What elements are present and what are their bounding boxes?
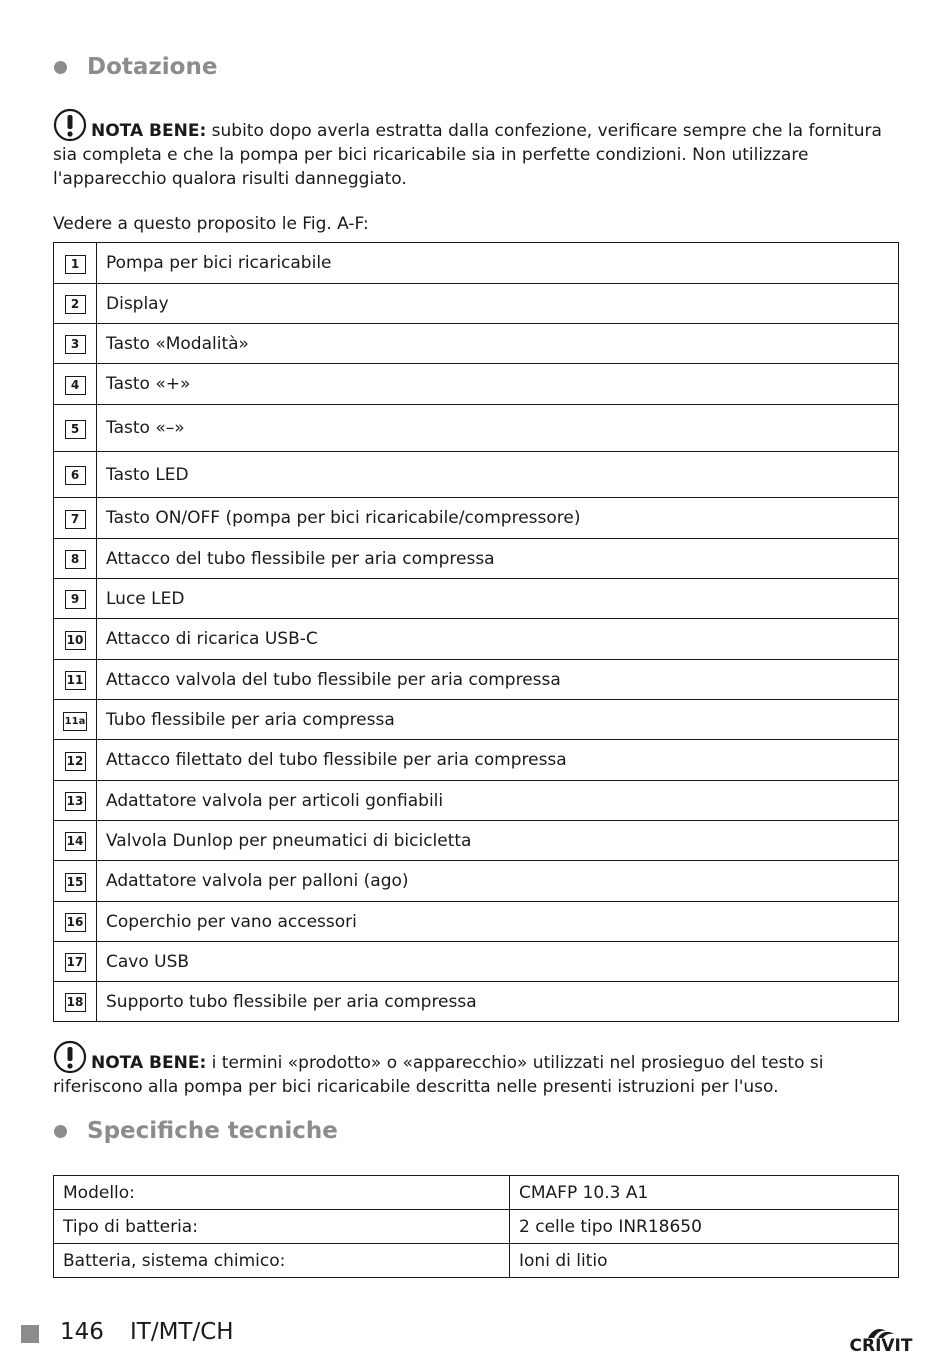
part-number: 10 [65, 631, 86, 650]
part-label: Pompa per bici ricaricabile [97, 243, 899, 284]
table-row [54, 781, 899, 821]
part-number-cell [54, 324, 97, 364]
part-label: Attacco valvola del tubo flessibile per aria compressa [97, 660, 899, 700]
part-number: 3 [65, 335, 86, 354]
part-number: 1 [65, 255, 86, 274]
part-number-cell [54, 982, 97, 1022]
table-row [54, 405, 899, 452]
table-row [54, 982, 899, 1022]
note-unpack [53, 108, 898, 191]
table-row [54, 619, 899, 660]
part-number-cell [54, 405, 97, 452]
table-row [54, 902, 899, 942]
part-number: 2 [65, 295, 86, 314]
attention-icon [53, 108, 87, 142]
bullet-icon [54, 1125, 67, 1138]
bullet-icon [54, 61, 67, 74]
part-number: 14 [65, 832, 86, 851]
table-row [54, 942, 899, 982]
part-number: 13 [65, 792, 86, 811]
attention-icon [53, 1040, 87, 1074]
part-label: Tasto «+» [97, 364, 899, 405]
section-heading-specifiche [54, 1118, 338, 1144]
part-label: Cavo USB [97, 942, 899, 982]
part-number: 5 [65, 420, 86, 439]
part-number-cell [54, 498, 97, 539]
table-row [54, 1244, 899, 1278]
part-label: Attacco filettato del tubo flessibile per aria compressa [97, 740, 899, 781]
spec-key: Modello: [54, 1176, 510, 1210]
part-label: Adattatore valvola per articoli gonfiabili [97, 781, 899, 821]
section-heading-text: Dotazione [87, 54, 218, 80]
part-label: Supporto tubo flessibile per aria compressa [97, 982, 899, 1022]
note-label: NOTA BENE: [91, 121, 207, 141]
part-number-cell [54, 579, 97, 619]
part-label: Luce LED [97, 579, 899, 619]
part-number-cell [54, 452, 97, 498]
part-number: 8 [65, 550, 86, 569]
brand-name: CRIVIT [849, 1336, 913, 1356]
part-number-cell [54, 539, 97, 579]
table-row [54, 243, 899, 284]
part-number-cell [54, 781, 97, 821]
table-row [54, 324, 899, 364]
table-row [54, 660, 899, 700]
part-number-cell [54, 243, 97, 284]
part-label: Attacco di ricarica USB-C [97, 619, 899, 660]
footer-square-icon [21, 1325, 39, 1343]
part-number: 17 [65, 953, 86, 972]
spec-value: CMAFP 10.3 A1 [510, 1176, 899, 1210]
part-number: 18 [65, 993, 86, 1012]
part-number: 4 [65, 376, 86, 395]
part-label: Tasto «Modalità» [97, 324, 899, 364]
spec-value: 2 celle tipo INR18650 [510, 1210, 899, 1244]
specs-table [53, 1175, 899, 1278]
part-label: Attacco del tubo flessibile per aria compressa [97, 539, 899, 579]
table-row [54, 284, 899, 324]
part-number-cell [54, 821, 97, 861]
page-number: 146 [60, 1319, 104, 1345]
note-terms [53, 1040, 898, 1099]
part-label: Adattatore valvola per palloni (ago) [97, 861, 899, 902]
figures-intro: Vedere a questo proposito le Fig. A-F: [53, 214, 369, 234]
part-label: Tasto ON/OFF (pompa per bici ricaricabile/compressore) [97, 498, 899, 539]
part-number: 6 [65, 466, 86, 485]
part-label: Display [97, 284, 899, 324]
table-row [54, 700, 899, 740]
part-number: 9 [65, 590, 86, 609]
table-row [54, 740, 899, 781]
part-number-cell [54, 284, 97, 324]
parts-table [53, 242, 899, 1022]
part-label: Tasto LED [97, 452, 899, 498]
note-text: i termini «prodotto» o «apparecchio» utilizzati nel prosieguo del testo si riferiscono alla pompa per bici ricaricabile descritta nelle presenti istruzioni per l'uso. [53, 1053, 824, 1097]
part-number-cell [54, 619, 97, 660]
part-number: 15 [65, 873, 86, 892]
spec-value: Ioni di litio [510, 1244, 899, 1278]
part-number-cell [54, 942, 97, 982]
part-number-cell [54, 740, 97, 781]
part-label: Valvola Dunlop per pneumatici di bicicletta [97, 821, 899, 861]
part-number: 11a [63, 712, 88, 731]
part-number-cell [54, 660, 97, 700]
part-number: 12 [65, 752, 86, 771]
table-row [54, 1176, 899, 1210]
brand-logo [846, 1327, 916, 1356]
part-number: 11 [65, 671, 86, 690]
part-number-cell [54, 861, 97, 902]
part-number: 7 [65, 510, 86, 529]
spec-key: Batteria, sistema chimico: [54, 1244, 510, 1278]
table-row [54, 1210, 899, 1244]
section-heading-dotazione [54, 54, 217, 80]
note-text: subito dopo averla estratta dalla confezione, verificare sempre che la fornitura sia completa e che la pompa per bici ricaricabile sia in perfette condizioni. Non utilizzare l'apparecchio qualora risulti danneggiato. [53, 121, 882, 189]
table-row [54, 821, 899, 861]
part-label: Coperchio per vano accessori [97, 902, 899, 942]
table-row [54, 364, 899, 405]
table-row [54, 498, 899, 539]
table-row [54, 452, 899, 498]
part-number-cell [54, 700, 97, 740]
part-number: 16 [65, 913, 86, 932]
section-heading-text: Specifiche tecniche [87, 1118, 338, 1144]
part-number-cell [54, 364, 97, 405]
part-label: Tasto «–» [97, 405, 899, 452]
language-codes: IT/MT/CH [130, 1319, 234, 1345]
table-row [54, 861, 899, 902]
part-label: Tubo flessibile per aria compressa [97, 700, 899, 740]
part-number-cell [54, 902, 97, 942]
note-label: NOTA BENE: [91, 1053, 207, 1073]
table-row [54, 539, 899, 579]
spec-key: Tipo di batteria: [54, 1210, 510, 1244]
table-row [54, 579, 899, 619]
